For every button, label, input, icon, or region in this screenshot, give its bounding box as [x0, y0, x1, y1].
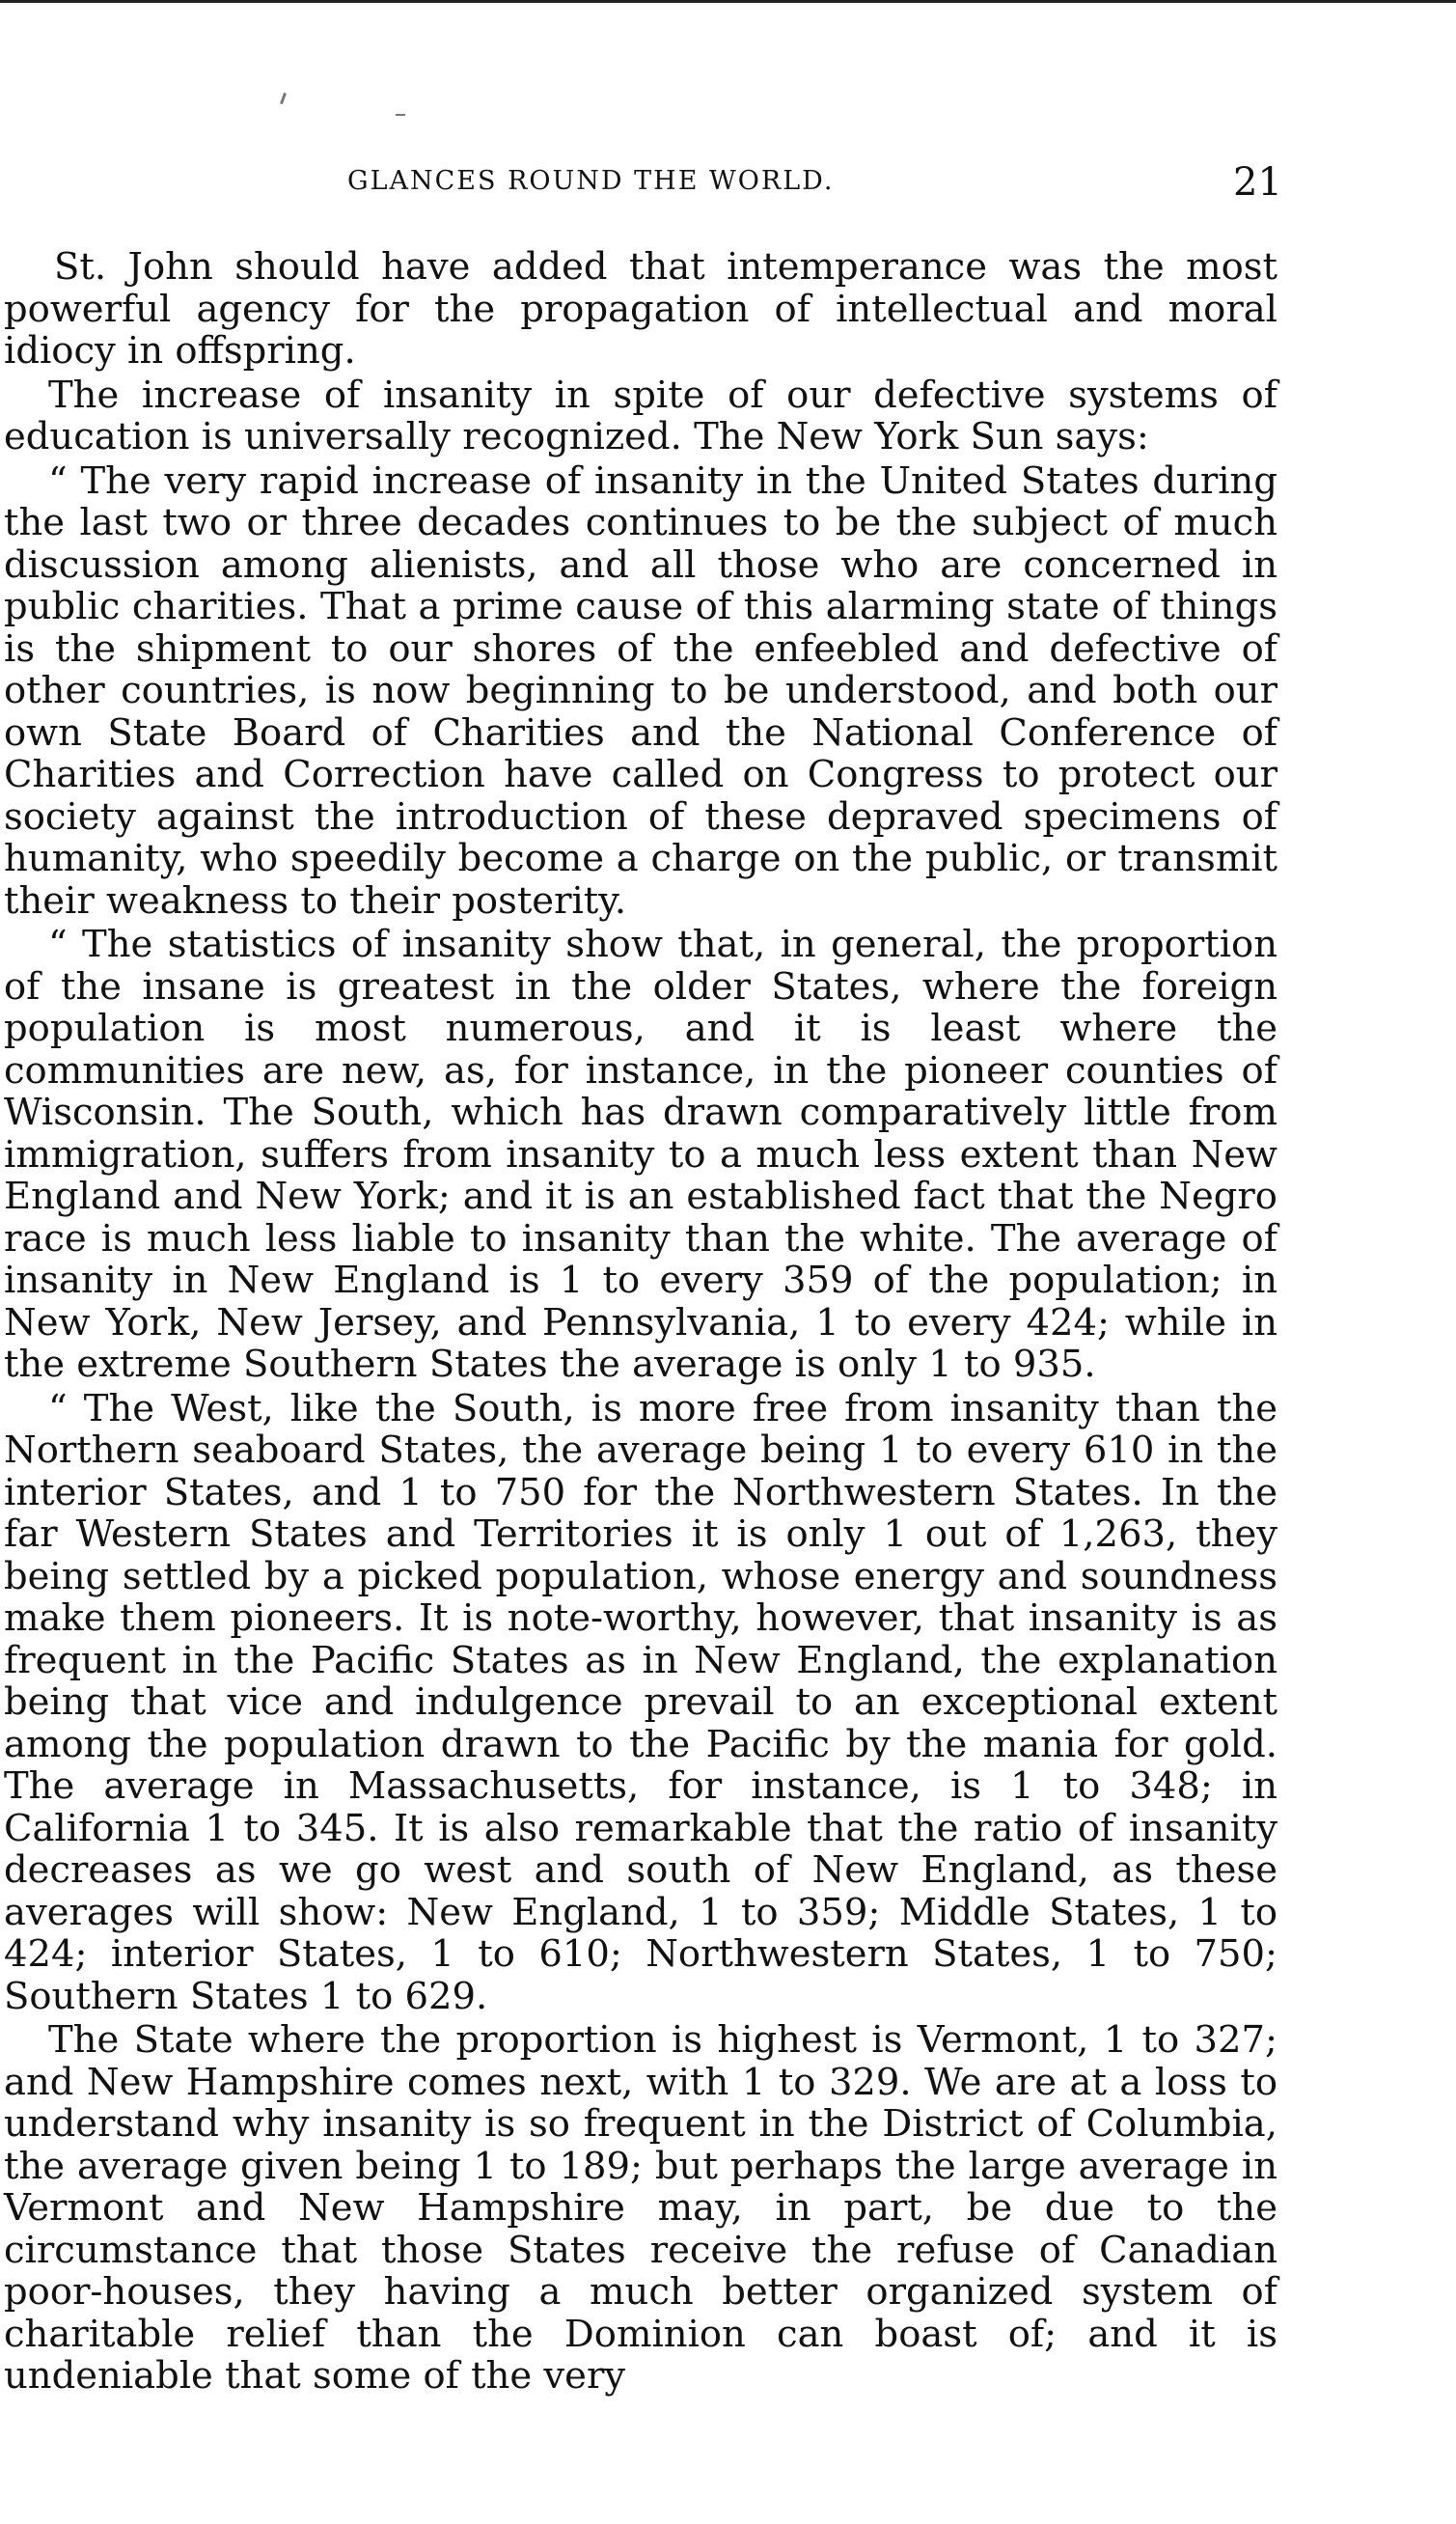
- top-border-rule: [0, 0, 1456, 3]
- paragraph: The increase of insanity in spite of our defective systems of education is universally recognized. The New York Sun says:: [4, 373, 1277, 458]
- paragraph: “ The very rapid increase of insanity in the United States during the last two or three decades continues to be the subject of much discussion among alienists, and all those who are concerned in public charities. That a prime cause of this alarming state of things is the shipment to our shores of the enfeebled and defective of other countries, is now beginning to be understood, and both our own State Board of Charities and the National Conference of Charities and Correction have called on Congress to protect our society against the introduction of these depraved specimens of humanity, who speedily become a charge on the public, or transmit their weakness to their posterity.: [4, 458, 1277, 923]
- page-number: 21: [1233, 160, 1282, 205]
- body-text: [4, 246, 1277, 2399]
- paragraph: St. John should have added that intemperance was the most powerful agency for the propagation of intellectual and moral idiocy in offspring.: [4, 245, 1277, 373]
- paragraph: The State where the proportion is highest is Vermont, 1 to 327; and New Hampshire comes next, with 1 to 329. We are at a loss to understand why insanity is so frequent in the District of Columbia, the average given being 1 to 189; but perhaps the large average in Vermont and New Hampshire may, in part, be due to the circumstance that those States receive the refuse of Canadian poor-houses, they having a much better organized system of charitable relief than the Dominion can boast of; and it is undeniable that some of the very: [4, 2018, 1277, 2398]
- running-title: GLANCES ROUND THE WORLD.: [347, 166, 835, 196]
- ink-speck: [280, 93, 287, 104]
- paragraph: “ The statistics of insanity show that, in general, the proportion of the insane is greatest in the older States, where the foreign population is most numerous, and it is least where the communities are new, as, for instance, in the pioneer counties of Wisconsin. The South, which has drawn comparatively little from immigration, suffers from insanity to a much less extent than New England and New York; and it is an established fact that the Negro race is much less liable to insanity than the white. The average of insanity in New England is 1 to every 359 of the population; in New York, New Jersey, and Pennsylvania, 1 to every 424; while in the extreme Southern States the average is only 1 to 935.: [4, 923, 1277, 1386]
- paragraph: “ The West, like the South, is more free from insanity than the Northern seaboard States, the average being 1 to every 610 in the interior States, and 1 to 750 for the Northwestern States. In the far Western States and Territories it is only 1 out of 1,263, they being settled by a picked population, whose energy and soundness make them pioneers. It is note-worthy, however, that insanity is as frequent in the Pacific States as in New England, the explanation being that vice and indulgence prevail to an exceptional extent among the population drawn to the Pacific by the mania for gold. The average in Massachusetts, for instance, is 1 to 348; in California 1 to 345. It is also remarkable that the ratio of insanity decreases as we go west and south of New England, as these averages will show: New England, 1 to 359; Middle States, 1 to 424; interior States, 1 to 610; Northwestern States, 1 to 750; Southern States 1 to 629.: [4, 1386, 1277, 2018]
- ink-speck: [396, 114, 405, 116]
